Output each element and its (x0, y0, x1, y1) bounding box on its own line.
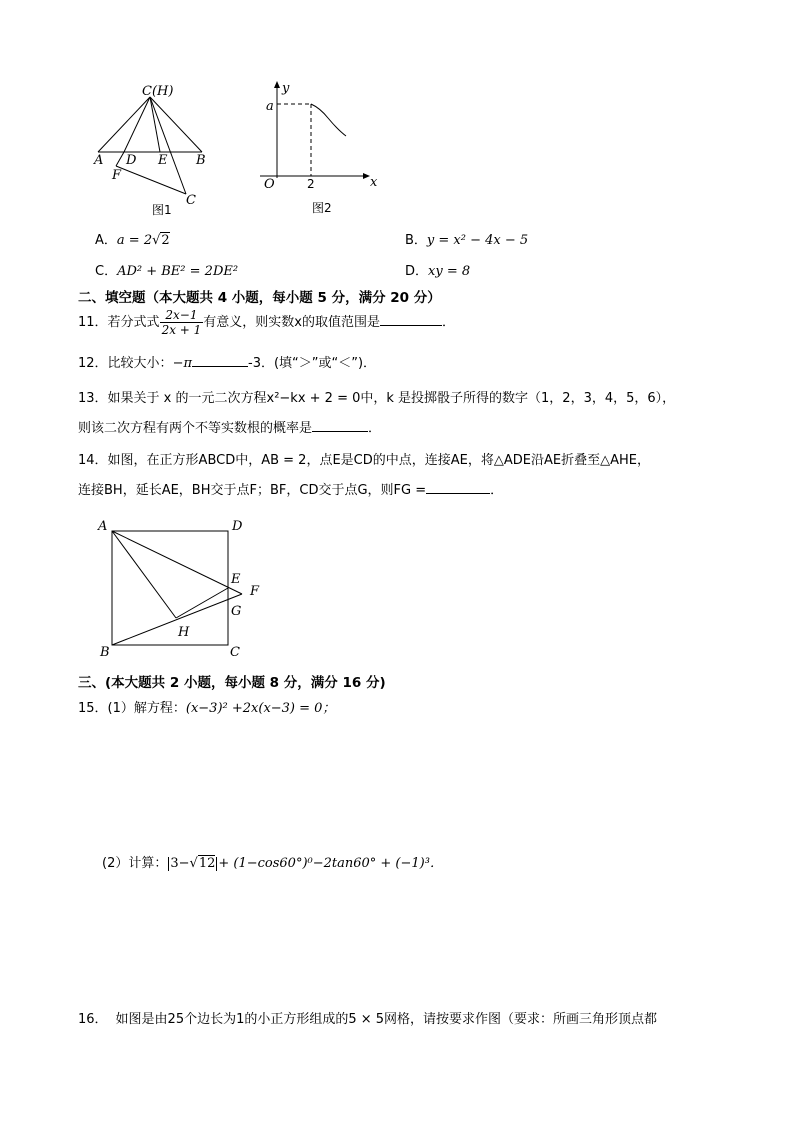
fig2-label-a: a (266, 99, 274, 114)
fig2-label-2: 2 (307, 177, 315, 191)
option-b (405, 229, 528, 248)
fig1-label-C: C(H) (142, 84, 174, 99)
option-a-expr: a = 2 (116, 233, 153, 248)
q16-num: 16． (78, 1012, 108, 1027)
fig1-caption: 图1 (152, 203, 172, 217)
q13-num: 13． (78, 391, 108, 406)
q12-answer-blank[interactable] (192, 353, 248, 367)
question-14: 14．如图，在正方形ABCD中，AB = 2，点E是CD的中点，连接AE，将△ADE沿AE折叠至△AHE， 连接BH，延长AE，BH交于点F；BF，CD交于点G，则FG = ． (78, 453, 650, 498)
figure-3 (92, 514, 272, 662)
q14-answer-blank[interactable] (426, 480, 490, 494)
q14-line1: 如图，在正方形ABCD中，AB = 2，点E是CD的中点，连接AE，将△ADE沿AE折叠至△AHE， (107, 453, 650, 468)
option-b-expr: y = x² − 4x − 5 (426, 233, 529, 248)
q11-num: 11． (78, 315, 108, 330)
question-15-part-1: 15．(1）解方程：(x−3)² +2x(x−3) = 0； (78, 701, 336, 716)
question-16 (78, 1008, 657, 1027)
q14-line2: 连接BH，延长AE，BH交于点F；BF，CD交于点G，则FG = (78, 483, 427, 498)
fig3-label-H: H (178, 625, 190, 640)
option-d-letter: D． (405, 264, 429, 279)
fig3-label-A: A (98, 519, 108, 534)
q16-text: 如图是由25个边长为1的小正方形组成的5 × 5网格，请按要求作图（要求：所画三角形顶点都 (115, 1012, 658, 1027)
option-a: A．a = 2√2 (95, 233, 170, 248)
q15-expression: + (1−cos60°)⁰−2tan60° + (−1)³． (218, 856, 443, 871)
section-3-title: 三、(本大题共 2 小题，每小题 8 分，满分 16 分) (78, 675, 386, 691)
q11-fraction: $\frac{2x-1}{2x + 1}$ (161, 308, 202, 337)
fig2-label-O: O (264, 177, 275, 192)
fig2-caption: 图2 (312, 201, 332, 215)
fig3-label-D: D (232, 519, 243, 534)
fig1-label-E: E (158, 153, 168, 168)
fig1-label-D: D (126, 153, 137, 168)
figure-1 (88, 84, 228, 219)
question-13: 13．如果关于 x 的一元二次方程x²−kx + 2 = 0中，k 是投掷骰子所得的数字（1，2，3，4，5，6）， 则该二次方程有两个不等实数根的概率是 ． (78, 391, 676, 436)
fig3-label-C: C (230, 645, 240, 660)
figure-2 (258, 78, 388, 218)
question-11: 11．若分式式 $\frac{2x-1}{2x + 1}$ 有意义，则实数x的取值范围是 ． (78, 308, 456, 337)
fig1-label-B: B (196, 153, 206, 168)
question-12: 12．比较大小：−π -3．(填“＞”或“＜”)． (78, 352, 376, 371)
fig3-label-G: G (231, 604, 242, 619)
q12-num: 12． (78, 356, 108, 371)
option-c-expr: AD² + BE² = 2DE² (117, 264, 239, 279)
option-c-letter: C． (95, 264, 118, 279)
option-c (95, 260, 238, 279)
fig2-label-x: x (370, 175, 378, 190)
q11-answer-blank[interactable] (380, 312, 442, 326)
option-a-letter: A． (95, 233, 117, 248)
section-2-title: 二、填空题（本大题共 4 小题，每小题 5 分，满分 20 分） (78, 290, 441, 306)
question-15-part-2: (2）计算： 3−√12 + (1−cos60°)⁰−2tan60° + (−1)³． (102, 856, 443, 871)
fig1-label-C2: C (186, 193, 196, 208)
fig3-label-E: E (231, 572, 241, 587)
fig2-label-y: y (282, 81, 290, 96)
q14-num: 14． (78, 453, 108, 468)
option-d-expr: xy = 8 (428, 264, 471, 279)
fig1-label-A: A (94, 153, 104, 168)
option-d (405, 260, 470, 279)
q13-answer-blank[interactable] (312, 418, 368, 432)
fig3-label-B: B (100, 645, 110, 660)
q15-equation: (x−3)² +2x(x−3) = 0； (185, 701, 336, 716)
option-a-radicand: 2 (161, 233, 170, 248)
option-b-letter: B． (405, 233, 427, 248)
q13-line2: 则该二次方程有两个不等实数根的概率是 (78, 421, 313, 436)
q13-line1: 如果关于 x 的一元二次方程x²−kx + 2 = 0中，k 是投掷骰子所得的数字（1，2，3，4，5，6）， (107, 391, 676, 406)
q15-num: 15． (78, 701, 108, 716)
fig3-label-F: F (250, 584, 260, 599)
fig1-label-F: F (112, 168, 122, 183)
